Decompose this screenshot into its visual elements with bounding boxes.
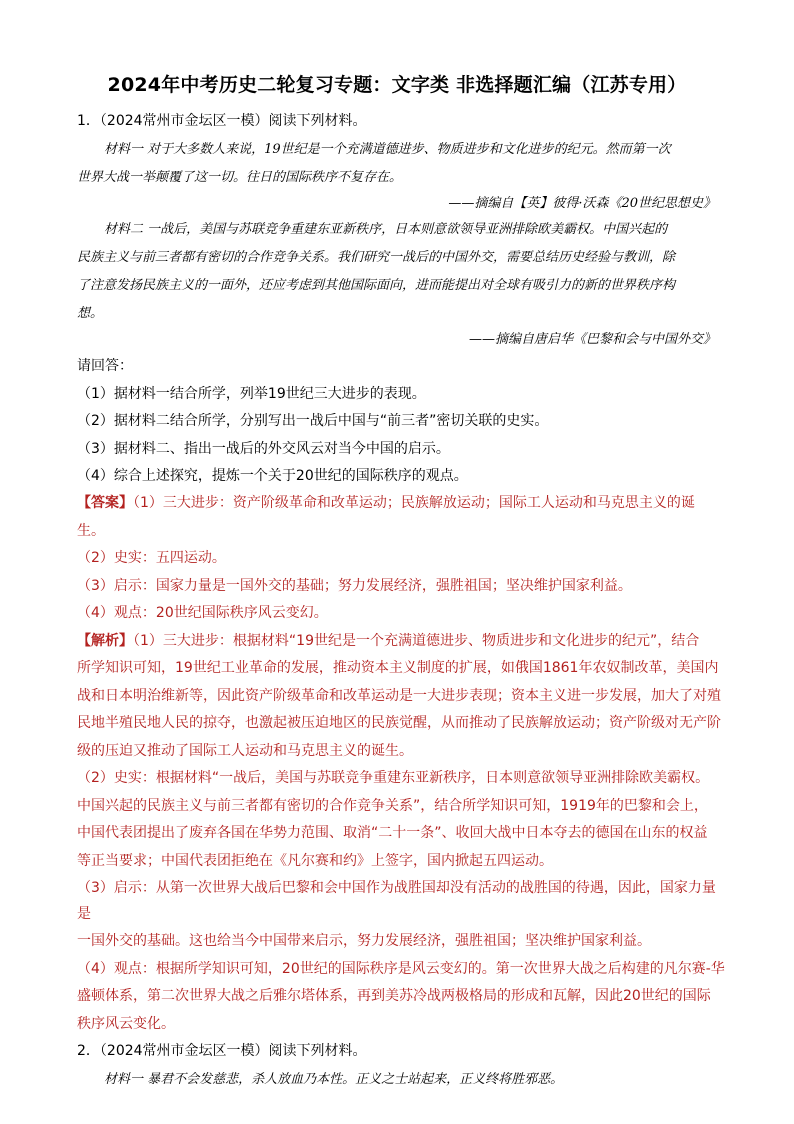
analysis-4-line-2: 盛顿体系，第二次世界大战之后雅尔塔体系，再到美苏冷战两极格局的形成和瓦解，因此20世纪的国际 (77, 988, 711, 1004)
material-1-line-1: 材料一 对于大多数人来说，19世纪是一个充满道德进步、物质进步和文化进步的纪元。然而第一次 (104, 142, 671, 157)
analysis-4-line-3: 秩序风云变化。 (77, 1016, 175, 1032)
sub-question-2: （2）据材料二结合所学，分别写出一战后中国与“前三者”密切关联的史实。 (77, 413, 549, 429)
material-2-line-3: 了注意发扬民族主义的一面外，还应考虑到其他国际面向，进而能提出对全球有吸引力的新的世界秩序构 (77, 278, 676, 293)
answer-tag: 【答案】 (77, 495, 133, 511)
page-title: 2024年中考历史二轮复习专题：文字类 非选择题汇编（江苏专用） (107, 74, 687, 96)
analysis-line-1 (77, 630, 699, 650)
analysis-3-line-3: 一国外交的基础。这也给当今中国带来启示，努力发展经济，强胜祖国；坚决维护国家利益。 (77, 933, 651, 949)
sub-question-3: （3）据材料二、指出一战后的外交风云对当今中国的启示。 (77, 441, 450, 457)
answer-4: （4）观点：20世纪国际秩序风云变幻。 (77, 605, 328, 621)
analysis-tag: 【解析】 (77, 633, 133, 649)
answer-line-2: 生。 (77, 523, 105, 539)
material-2-source: ——摘编自唐启华《巴黎和会与中国外交》 (468, 332, 716, 347)
answer-3: （3）启示：国家力量是一国外交的基础；努力发展经济，强胜祖国；坚决维护国家利益。 (77, 578, 632, 594)
material-1-source: ——摘编自【英】彼得·沃森《20世纪思想史》 (448, 196, 716, 211)
question-2-material-1: 材料一 暴君不会发慈悲，杀人放血乃本性。正义之士站起来，正义终将胜邪恶。 (104, 1072, 564, 1087)
material-2-line-4: 想。 (77, 306, 104, 321)
analysis-1-line-5: 级的压迫又推动了国际工人运动和马克思主义的诞生。 (77, 743, 413, 759)
material-1-line-2: 世界大战一举颠覆了这一切。往日的国际秩序不复存在。 (77, 170, 403, 185)
analysis-3-line-2: 是 (77, 906, 91, 922)
analysis-2-line-1: （2）史实：根据材料“一战后，美国与苏联竞争重建东亚新秩序，日本则意欲领导亚洲排除欧美霸权。 (77, 770, 710, 786)
analysis-2-line-2: 中国兴起的民族主义与前三者都有密切的合作竞争关系”，结合所学知识可知，1919年的巴黎和会上， (77, 798, 708, 814)
analysis-2-line-4: 等正当要求；中国代表团拒绝在《凡尔赛和约》上签字，国内掀起五四运动。 (77, 853, 553, 869)
analysis-1-line-4: 民地半殖民地人民的掠夺，也激起被压迫地区的民族觉醒，从而推动了民族解放运动；资产阶级对无产阶 (77, 715, 721, 731)
analysis-2-line-3: 中国代表团提出了废弃各国在华势力范围、取消“二十一条”、收回大战中日本夺去的德国在山东的权益 (77, 825, 708, 841)
analysis-4-line-1: （4）观点：根据所学知识可知，20世纪的国际秩序是风云变幻的。第一次世界大战之后构建的凡尔赛-华 (77, 961, 725, 977)
answer-1-text: （1）三大进步：资产阶级革命和改革运动；民族解放运动；国际工人运动和马克思主义的诞 (133, 495, 695, 511)
answer-prompt: 请回答： (77, 358, 133, 374)
material-2-line-2: 民族主义与前三者都有密切的合作竞争关系。我们研究一战后的中国外交，需要总结历史经验与教训，除 (77, 250, 676, 265)
sub-question-4: （4）综合上述探究，提炼一个关于20世纪的国际秩序的观点。 (77, 468, 468, 484)
analysis-1-text: （1）三大进步：根据材料“19世纪是一个充满道德进步、物质进步和文化进步的纪元”，结合 (133, 633, 700, 649)
answer-line-1 (77, 492, 695, 512)
analysis-3-line-1: （3）启示：从第一次世界大战后巴黎和会中国作为战胜国却没有活动的战胜国的待遇，因此，国家力量 (77, 880, 716, 896)
analysis-1-line-2: 所学知识可知，19世纪工业革命的发展，推动资本主义制度的扩展，如俄国1861年农奴制改革，美国内 (77, 660, 719, 676)
sub-question-1: （1）据材料一结合所学，列举19世纪三大进步的表现。 (77, 386, 426, 402)
answer-2: （2）史实：五四运动。 (77, 550, 226, 566)
question-1-header: 1．（2024常州市金坛区一模）阅读下列材料。 (77, 113, 367, 129)
analysis-1-line-3: 战和日本明治维新等，因此资产阶级革命和改革运动是一大进步表现；资本主义进一步发展，加大了对殖 (77, 688, 721, 704)
question-2-header: 2．（2024常州市金坛区一模）阅读下列材料。 (77, 1043, 367, 1059)
material-2-line-1: 材料二 一战后，美国与苏联竞争重建东亚新秩序，日本则意欲领导亚洲排除欧美霸权。中国兴起的 (104, 222, 668, 237)
